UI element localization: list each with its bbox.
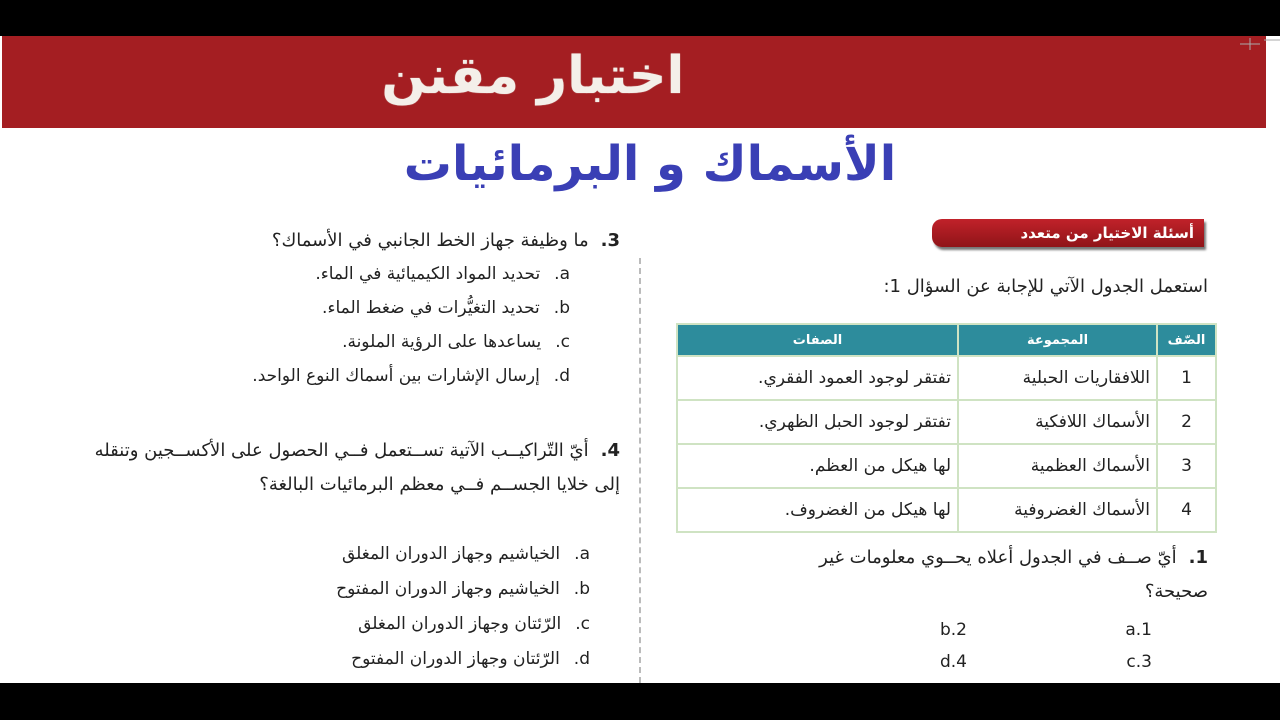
option-letter: d.	[553, 366, 570, 386]
row-group: الأسماك العظمية	[958, 444, 1157, 488]
question-3	[100, 224, 620, 258]
section-label: أسئلة الاختيار من متعدد	[932, 219, 1204, 247]
option-text: الخياشيم وجهاز الدوران المغلق	[341, 544, 561, 564]
option-text: يساعدها على الرؤية الملونة.	[342, 332, 542, 352]
table-row	[677, 356, 1216, 400]
option-letter: a.	[574, 544, 590, 564]
option-b[interactable]	[120, 298, 570, 318]
option-letter: a.	[554, 264, 570, 284]
option-a[interactable]	[120, 264, 570, 284]
row-trait: تفتقر لوجود الحبل الظهري.	[677, 400, 958, 444]
option-letter: c.	[575, 614, 590, 634]
table-row	[677, 400, 1216, 444]
option-text: تحديد المواد الكيميائية في الماء.	[315, 264, 541, 284]
question-text: ما وظيفة جهاز الخط الجانبي في الأسماك؟	[271, 230, 589, 251]
row-trait: لها هيكل من العظم.	[677, 444, 958, 488]
option-text: تحديد التغيُّرات في ضغط الماء.	[322, 298, 540, 318]
row-group: الأسماك اللافكية	[958, 400, 1157, 444]
corner-mark-icon	[1230, 36, 1280, 66]
question-number: 3.	[600, 230, 620, 251]
question-1	[760, 541, 1208, 609]
option-c[interactable]	[1090, 652, 1152, 672]
row-number: 3	[1157, 444, 1216, 488]
option-letter: c.	[555, 332, 570, 352]
table-row	[677, 444, 1216, 488]
table-intro: استعمل الجدول الآتي للإجابة عن السؤال 1:	[883, 276, 1208, 297]
option-b[interactable]	[200, 579, 590, 599]
row-number: 2	[1157, 400, 1216, 444]
question-4	[80, 434, 620, 502]
groups-table	[676, 323, 1217, 533]
option-value: 4	[956, 652, 967, 672]
header-banner	[2, 36, 1266, 128]
question-text: أيّ صــف في الجدول أعلاه يحــوي معلومات غير صحيحة؟	[819, 547, 1208, 602]
option-a[interactable]	[1090, 620, 1152, 640]
row-group: اللافقاريات الحبلية	[958, 356, 1157, 400]
header-group: المجموعة	[958, 324, 1157, 356]
option-value: 2	[956, 620, 967, 640]
row-number: 1	[1157, 356, 1216, 400]
option-letter: d.	[939, 652, 957, 672]
option-d[interactable]	[905, 652, 967, 672]
option-value: 3	[1141, 652, 1152, 672]
option-a[interactable]	[200, 544, 590, 564]
question-number: 4.	[600, 440, 620, 461]
row-trait: تفتقر لوجود العمود الفقري.	[677, 356, 958, 400]
row-trait: لها هيكل من الغضروف.	[677, 488, 958, 532]
column-divider	[639, 258, 641, 683]
option-d[interactable]	[200, 649, 590, 669]
option-b[interactable]	[905, 620, 967, 640]
option-text: الخياشيم وجهاز الدوران المفتوح	[336, 579, 560, 599]
option-text: إرسال الإشارات بين أسماك النوع الواحد.	[252, 366, 540, 386]
header-traits: الصفات	[677, 324, 958, 356]
row-group: الأسماك الغضروفية	[958, 488, 1157, 532]
option-letter: b.	[573, 579, 590, 599]
option-letter: b.	[553, 298, 570, 318]
table-row	[677, 488, 1216, 532]
question-number: 1.	[1188, 547, 1208, 568]
option-d[interactable]	[120, 366, 570, 386]
option-letter: c.	[1126, 652, 1142, 672]
option-c[interactable]	[120, 332, 570, 352]
table-header-row	[677, 324, 1216, 356]
option-value: 1	[1141, 620, 1152, 640]
question-text: أيّ التّراكيــب الآتية تســتعمل فــي الحصول على الأكســجين وتنقله إلى خلايا الجســم فــي معظم البرمائيات البالغة؟	[94, 440, 620, 495]
option-letter: a.	[1125, 620, 1142, 640]
header-row: الصّف	[1157, 324, 1216, 356]
row-number: 4	[1157, 488, 1216, 532]
option-letter: b.	[939, 620, 957, 640]
option-text: الرّئتان وجهاز الدوران المفتوح	[351, 649, 560, 669]
page	[0, 36, 1280, 683]
option-c[interactable]	[200, 614, 590, 634]
banner-title: اختبار مقنن	[381, 46, 685, 106]
subject-title: الأسماك و البرمائيات	[403, 136, 897, 192]
option-text: الرّئتان وجهاز الدوران المغلق	[358, 614, 562, 634]
option-letter: d.	[573, 649, 590, 669]
